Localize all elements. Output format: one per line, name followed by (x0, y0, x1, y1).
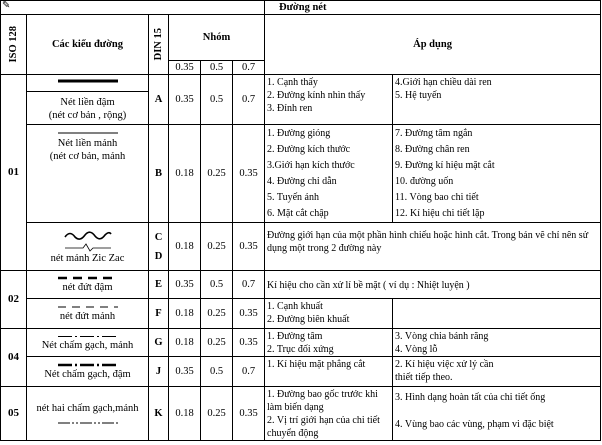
line-style-b (27, 125, 149, 223)
line-style-k (27, 387, 149, 441)
line-style-j (27, 357, 149, 387)
group-size-2: 0.5 (201, 61, 233, 75)
k-w1: 0.18 (169, 387, 201, 441)
code-k: K (149, 387, 169, 441)
label-b-1: Nét liền mảnh (57, 138, 118, 149)
e-w2: 0.5 (201, 271, 233, 299)
group-01: 01 (1, 75, 27, 271)
g-w2: 0.25 (201, 329, 233, 357)
wavy-line-icon (63, 228, 113, 242)
e-w3: 0.7 (233, 271, 265, 299)
group-04: 04 (1, 329, 27, 387)
b-w2: 0.25 (201, 125, 233, 223)
group-02: 02 (1, 271, 27, 329)
b-w1: 0.18 (169, 125, 201, 223)
apply-b-right: 7. Đường tâm ngắn 8. Đường chân ren 9. Đường kí hiệu mặt cắt 10. đường uốn 11. Vòng bao chi tiết 12. Kí hiệu chi tiết lặp (393, 125, 601, 223)
styles-header: Các kiểu đường (27, 15, 149, 75)
apply-header: Áp dụng (265, 15, 601, 75)
label-cd: nét mảnh Zic Zac (50, 253, 125, 264)
iso-header: ISO 128 (1, 15, 27, 75)
line-style-g (27, 329, 149, 357)
j-w2: 0.5 (201, 357, 233, 387)
thick-solid-line-icon (58, 77, 118, 85)
g-w1: 0.18 (169, 329, 201, 357)
apply-f-right (393, 299, 601, 329)
apply-j-right: 2. Kí hiệu việc xử lý cần thiết tiếp theo. (393, 357, 601, 387)
double-dash-dot-line-icon (58, 420, 118, 426)
f-w2: 0.25 (201, 299, 233, 329)
apply-j-left: 1. Kí hiệu mặt phẳng cắt (265, 357, 393, 387)
pencil-icon: ✎ (2, 0, 11, 11)
apply-a-right: 4.Giới hạn chiều dài ren 5. Hệ tuyến (393, 75, 601, 125)
code-b: B (149, 125, 169, 223)
apply-b-left: 1. Đường gióng 2. Đường kích thước 3.Giới hạn kích thước 4. Đường chỉ dẫn 5. Tuyến ảnh 6. Mặt cắt chập (265, 125, 393, 223)
k-w3: 0.35 (233, 387, 265, 441)
group-header: Nhóm (169, 15, 265, 61)
group-05: 05 (1, 387, 27, 441)
group-size-1: 0.35 (169, 61, 201, 75)
j-w3: 0.7 (233, 357, 265, 387)
code-e: E (149, 271, 169, 299)
apply-e: Kí hiệu cho cần xử lí bề mặt ( ví dụ : Nhiệt luyện ) (265, 271, 601, 299)
code-a: A (149, 75, 169, 125)
code-j: J (149, 357, 169, 387)
a-w2: 0.5 (201, 75, 233, 125)
apply-f-left: 1. Cạnh khuất 2. Đường biên khuất (265, 299, 393, 329)
b-w3: 0.35 (233, 125, 265, 223)
k-w2: 0.25 (201, 387, 233, 441)
a-w3: 0.7 (233, 75, 265, 125)
line-style-f (27, 299, 149, 329)
label-j: Nét chấm gạch, đậm (44, 369, 131, 380)
apply-cd: Đường giới hạn của một phần hình chiếu hoặc hình cắt. Trong bản vẽ chỉ nên sử dụng một trong 2 đường này (265, 223, 601, 271)
f-w1: 0.18 (169, 299, 201, 329)
e-w1: 0.35 (169, 271, 201, 299)
apply-g-left: 1. Đường tâm 2. Trục đối xứng (265, 329, 393, 357)
label-a-2: (nét cơ bản , rộng) (48, 110, 127, 121)
line-style-e (27, 271, 149, 299)
zigzag-line-icon (63, 242, 113, 252)
f-w3: 0.35 (233, 299, 265, 329)
a-w1: 0.35 (169, 75, 201, 125)
group-size-3: 0.7 (233, 61, 265, 75)
code-g: G (149, 329, 169, 357)
apply-a-left: 1. Cạnh thấy 2. Đường kính nhìn thấy 3. Đỉnh ren (265, 75, 393, 125)
title-spacer (1, 1, 265, 15)
apply-k-left: 1. Đường bao gốc trước khi làm biến dạng 2. Vị trí giới hạn của chi tiết chuyển động (265, 387, 393, 441)
code-f: F (149, 299, 169, 329)
cd-w1: 0.18 (169, 223, 201, 271)
apply-g-right: 3. Vòng chia bánh răng 4. Vòng lỗ (393, 329, 601, 357)
cd-w3: 0.35 (233, 223, 265, 271)
din-header: DIN 15 (149, 15, 169, 75)
label-a-1: Nét liền đậm (60, 97, 115, 108)
table-title: Đường nét (265, 1, 601, 15)
label-g: Nét chấm gạch, mảnh (41, 339, 134, 351)
label-k: nét hai chấm gạch,mảnh (36, 402, 139, 414)
code-cd: C D (149, 223, 169, 271)
line-style-a (27, 75, 149, 125)
j-w1: 0.35 (169, 357, 201, 387)
cd-w2: 0.25 (201, 223, 233, 271)
label-f: nét đứt mảnh (59, 311, 116, 322)
line-style-cd (27, 223, 149, 271)
label-e: nét đứt đậm (62, 282, 113, 293)
g-w3: 0.35 (233, 329, 265, 357)
thin-solid-line-icon (58, 129, 118, 137)
apply-k-right: 3. Hình dạng hoàn tất của chi tiết ống 4. Vùng bao các vùng, phạm vi đặc biệt (393, 387, 601, 441)
label-b-2: (nét cơ bản, mảnh (49, 151, 126, 162)
